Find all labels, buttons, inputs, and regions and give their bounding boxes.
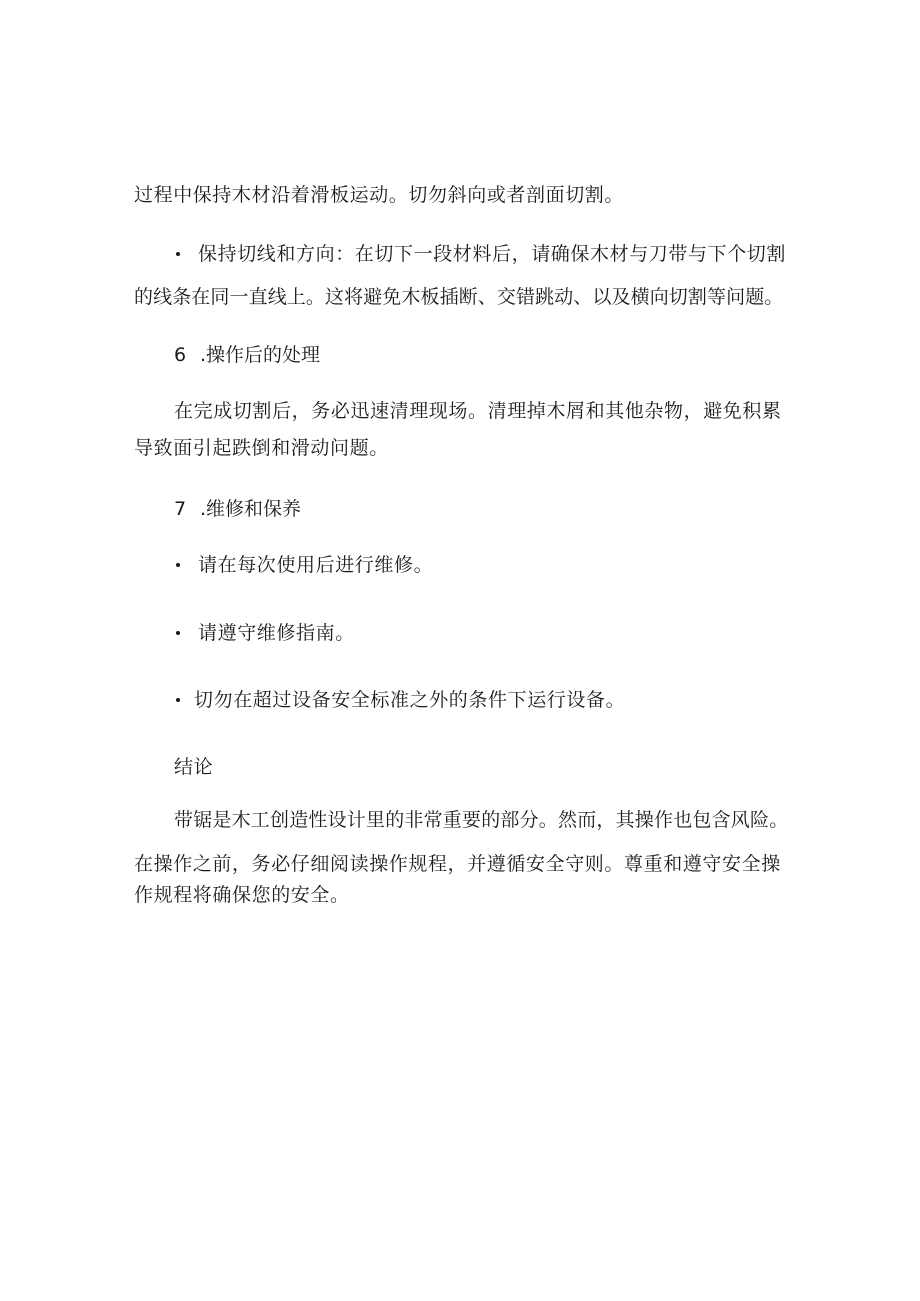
body-text-line: 导致面引起跌倒和滑动问题。 <box>134 437 389 459</box>
body-text-line: 在完成切割后，务必迅速清理现场。清理掉木屑和其他杂物，避免积累 <box>174 400 782 422</box>
body-text-line: 的线条在同一直线上。这将避免木板插断、交错跳动、以及横向切割等问题。 <box>134 286 784 308</box>
bullet-marker <box>176 631 180 635</box>
body-text-line: 在操作之前，务必仔细阅读操作规程，并遵循安全守则。尊重和遵守安全操 <box>134 853 781 875</box>
bullet-text-line: 请遵守维修指南。 <box>198 622 355 644</box>
section-number: 7 <box>174 498 187 520</box>
bullet-marker <box>176 698 180 702</box>
bullet-text-line: 切勿在超过设备安全标准之外的条件下运行设备。 <box>194 689 626 711</box>
section-number: 6 <box>174 344 187 366</box>
conclusion-heading: 结论 <box>174 756 214 778</box>
bullet-marker <box>176 252 180 256</box>
section-title: .维修和保养 <box>200 498 302 520</box>
body-text-line: 作规程将确保您的安全。 <box>134 884 350 906</box>
bullet-marker <box>176 563 180 567</box>
bullet-text-line: 保持切线和方向：在切下一段材料后，请确保木材与刀带与下个切割 <box>198 243 787 265</box>
bullet-text-line: 请在每次使用后进行维修。 <box>198 554 434 576</box>
section-title: .操作后的处理 <box>200 344 321 366</box>
section-heading-6 <box>174 343 320 367</box>
section-heading-7 <box>174 497 301 521</box>
body-text-line: 带锯是木工创造性设计里的非常重要的部分。然而，其操作也包含风险。 <box>174 809 789 831</box>
body-text-line: 过程中保持木材沿着滑板运动。切勿斜向或者剖面切割。 <box>134 184 625 206</box>
